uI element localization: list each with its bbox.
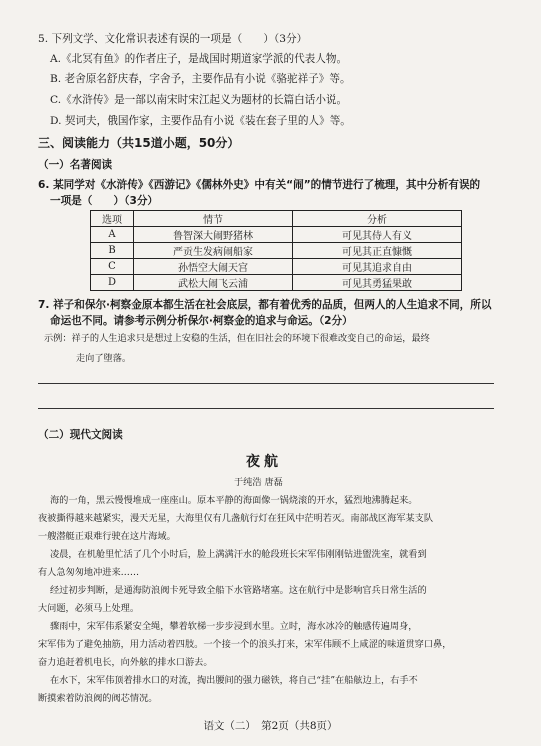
article-paragraph-3-line2: 大问题，必须马上处理。 [38,603,140,614]
row-a-option: A [91,227,134,243]
table-row [91,275,462,291]
row-d-option: D [91,275,134,291]
article-paragraph-4-line2: 宋军伟为了避免抽筋，用力活动着四肢。一个接一个的浪头打来，宋军伟顾不上咸涩的味道贯穿口鼻， [38,639,452,650]
row-d-plot: 武松大闹飞云浦 [134,275,293,291]
page-footer: 语文（二） 第2页（共8页） [203,720,338,732]
article-title: 夜航 [246,454,282,470]
q5-stem: 5. 下列文学、文化常识表述有误的一项是（ ）（3分） [38,33,308,45]
q5-option-d: D. 契诃夫，俄国作家，主要作品有小说《装在套子里的人》等。 [50,115,351,127]
article-paragraph-4-line1: 骤雨中，宋军伟系紧安全绳，攀着软梯一步步浸到水里。立时，海水冰冷的触感传遍周身， [50,621,418,632]
table-row [91,243,462,259]
section-3-heading: 三、阅读能力（共15道小题，50分） [38,136,240,150]
row-b-option: B [91,243,134,259]
article-paragraph-5-line2: 断摸索着防浪阀的阀芯情况。 [38,693,158,704]
header-plot: 情节 [134,211,293,227]
row-b-analysis: 可见其正直慷慨 [293,243,462,259]
part-2-heading: （二）现代文阅读 [38,429,123,441]
row-c-option: C [91,259,134,275]
row-c-plot: 孙悟空大闹天宫 [134,259,293,275]
article-paragraph-4-line3: 奋力追赶着机电长，向外舷的排水口游去。 [38,657,213,668]
q7-stem-line1: 7. 祥子和保尔·柯察金原本都生活在社会底层，都有着优秀的品质，但两人的人生追求不同，所以 [38,299,492,311]
header-analysis: 分析 [293,211,462,227]
row-b-plot: 严贡生发病闹船家 [134,243,293,259]
q5-option-b: B. 老舍原名舒庆春，字舍予，主要作品有小说《骆驼祥子》等。 [50,73,351,85]
table-row [91,227,462,243]
table-row [91,259,462,275]
row-a-analysis: 可见其侍人有义 [293,227,462,243]
row-c-analysis: 可见其追求自由 [293,259,462,275]
article-paragraph-1-line2: 夜被撕得越来越紧实，漫天无星，大海里仅有几盏航行灯在狂风中茫明若灭。南部战区海军某支队 [38,513,434,524]
article-paragraph-2-line1: 凌晨，在机舱里忙活了几个小时后，脸上满满汗水的舱段班长宋军伟刚刚钻进盥洗室，就看到 [50,549,427,560]
row-a-plot: 鲁智深大闹野猪林 [134,227,293,243]
q7-example-line2: 走向了堕落。 [76,353,132,364]
q7-stem-line2: 命运也不同。请参考示例分析保尔·柯察金的追求与命运。（2分） [50,315,353,327]
q7-example-line1: 示例：祥子的人生追求只是想过上安稳的生活，但在旧社会的环境下很难改变自己的命运，最终 [44,333,430,344]
article-paragraph-2-line2: 有人急匆匆地冲进来…… [38,567,140,578]
q6-stem-line1: 6. 某同学对《水浒传》《西游记》《儒林外史》中有关“闹”的情节进行了梳理，其中分析有误的 [38,179,481,191]
article-paragraph-1-line3: 一艘潜艇正艰难行驶在这片海域。 [38,531,176,542]
article-authors: 于纯浩 唐磊 [234,477,283,488]
article-paragraph-1-line1: 海的一角，黑云慢慢堆成一座座山。原本平静的海面像一锅烧滚的开水，猛烈地沸腾起来。 [50,495,418,506]
q6-options-table [90,210,462,291]
header-option: 选项 [91,211,134,227]
q6-stem-line2: 一项是（ ）（3分） [50,195,159,207]
q5-option-a: A.《北冥有鱼》的作者庄子，是战国时期道家学派的代表人物。 [50,53,348,65]
answer-line [38,383,494,384]
q5-option-c: C.《水浒传》是一部以南宋时宋江起义为题材的长篇白话小说。 [50,94,348,106]
row-d-analysis: 可见其勇猛果敢 [293,275,462,291]
article-paragraph-5-line1: 在水下，宋军伟顶着排水口的对流，掏出腰间的强力磁铁，将自己“挂”在船舷边上，右手不 [50,675,418,686]
part-1-heading: （一）名著阅读 [38,159,113,171]
answer-line [38,408,494,409]
table-header-row [91,211,462,227]
article-paragraph-3-line1: 经过初步判断，是通海防浪阀卡死导致全船下水管路堵塞。这在航行中是影响官兵日常生活的 [50,585,427,596]
